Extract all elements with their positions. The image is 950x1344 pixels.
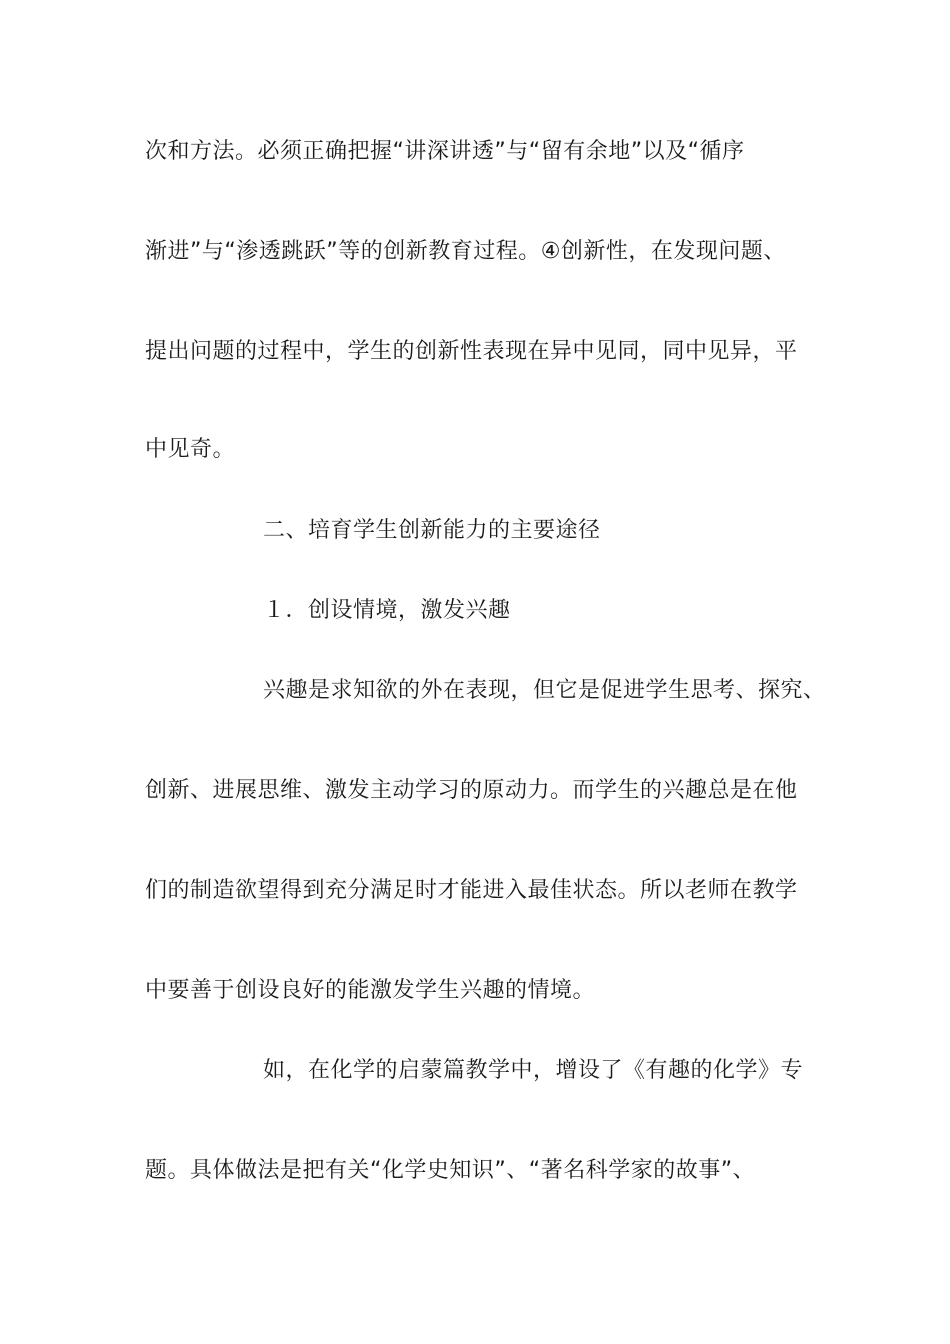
subsection-heading: １．创设情境，激发兴趣 [263,598,511,623]
paragraph-line: 们的制造欲望得到充分满足时才能进入最佳状态。所以老师在教学 [145,878,798,903]
text-line: 中见奇。 [145,437,236,462]
paragraph-line: 如，在化学的启蒙篇教学中，增设了《有趣的化学》专 [263,1058,804,1083]
text-line: 次和方法。必须正确把握“讲深讲透”与“留有余地”以及“循序 [145,139,745,164]
text-line: 渐进”与“渗透跳跃”等的创新教育过程。④创新性，在发现问题、 [145,239,786,264]
text-line: 提出问题的过程中，学生的创新性表现在异中见同，同中见异，平 [145,339,798,364]
paragraph-line: 兴趣是求知欲的外在表现，但它是促进学生思考、探究、 [263,678,826,703]
paragraph-line: 题。具体做法是把有关“化学史知识”、“著名科学家的故事”、 [145,1158,756,1183]
section-heading: 二、培育学生创新能力的主要途径 [263,518,601,543]
paragraph-line: 中要善于创设良好的能激发学生兴趣的情境。 [145,978,596,1003]
paragraph-line: 创新、进展思维、激发主动学习的原动力。而学生的兴趣总是在他 [145,778,798,803]
